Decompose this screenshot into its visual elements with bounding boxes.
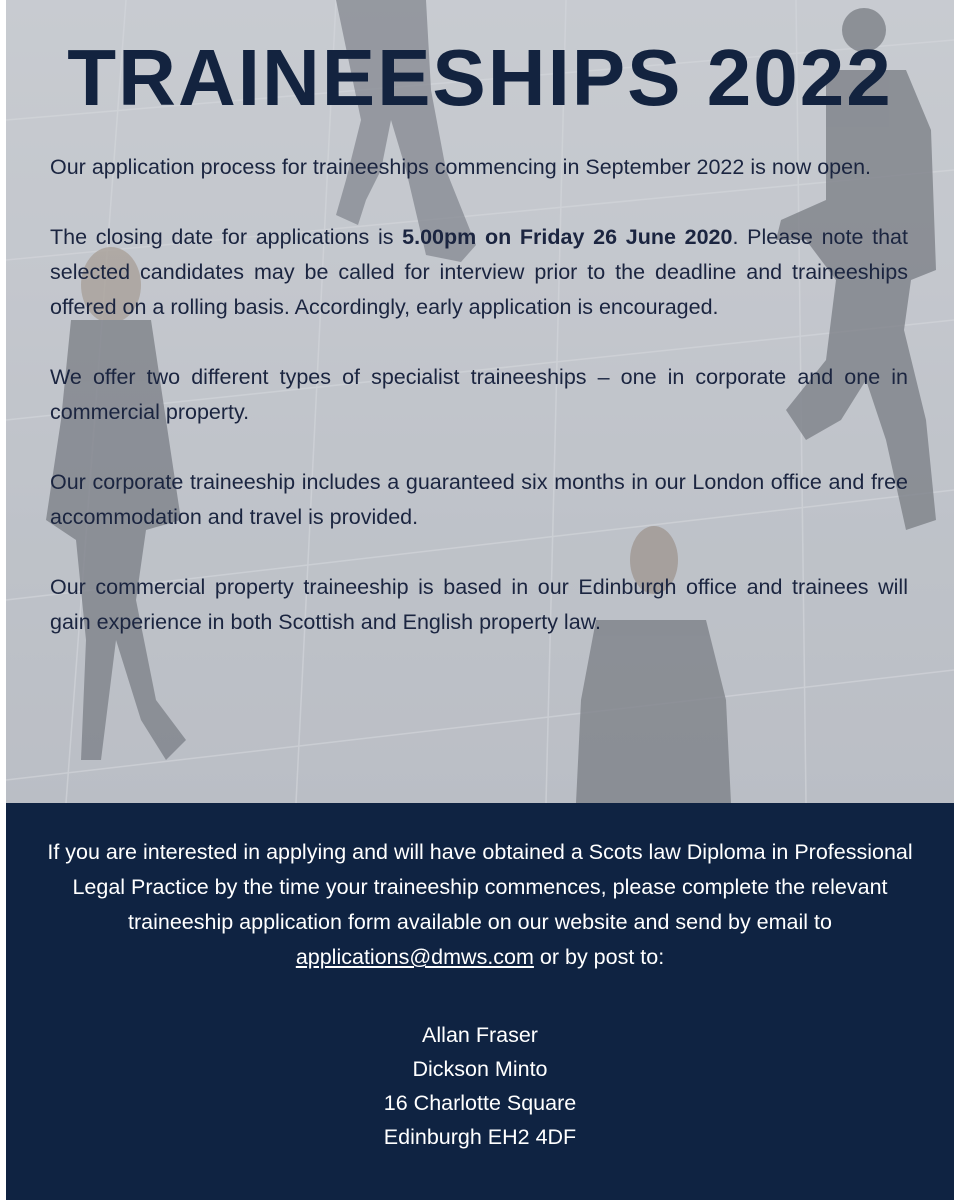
postal-address <box>6 1018 954 1154</box>
body-copy <box>50 150 908 675</box>
paragraph-closing-date <box>50 220 908 325</box>
page-title: TRAINEESHIPS 2022 <box>67 33 893 122</box>
application-info-panel <box>6 803 954 1200</box>
closing-date-details: . Please note that selected candidates may be called for interview prior to the deadline and traineeships offered on a rolling basis. Accordingly, early application is encouraged. <box>50 225 908 319</box>
address-city-postcode: Edinburgh EH2 4DF <box>383 1125 577 1149</box>
paragraph-application-open: Our application process for traineeships commencing in September 2022 is now open. <box>50 155 872 179</box>
background-photo-panel <box>6 0 954 803</box>
closing-date-deadline: 5.00pm on Friday 26 June 2020 <box>402 225 733 249</box>
address-contact-name: Allan Fraser <box>422 1023 538 1047</box>
application-email-link[interactable]: applications@dmws.com <box>295 945 534 969</box>
paragraph-traineeship-types: We offer two different types of specialist traineeships – one in corporate and one in commercial property. <box>50 365 908 424</box>
paragraph-corporate-traineeship: Our corporate traineeship includes a guaranteed six months in our London office and free accommodation and travel is provided. <box>50 470 908 529</box>
closing-date-intro: The closing date for applications is <box>50 225 403 249</box>
how-to-apply-intro: If you are interested in applying and will have obtained a Scots law Diploma in Professional Legal Practice by the time your traineeship commences, please complete the relevant traineeship application form available on our website and send by email to <box>47 840 913 934</box>
paragraph-property-traineeship: Our commercial property traineeship is based in our Edinburgh office and trainees will gain experience in both Scottish and English property law. <box>50 575 908 634</box>
address-street: 16 Charlotte Square <box>383 1091 577 1115</box>
address-company: Dickson Minto <box>412 1057 548 1081</box>
how-to-apply-post: or by post to: <box>533 945 665 969</box>
how-to-apply-text <box>36 835 924 975</box>
